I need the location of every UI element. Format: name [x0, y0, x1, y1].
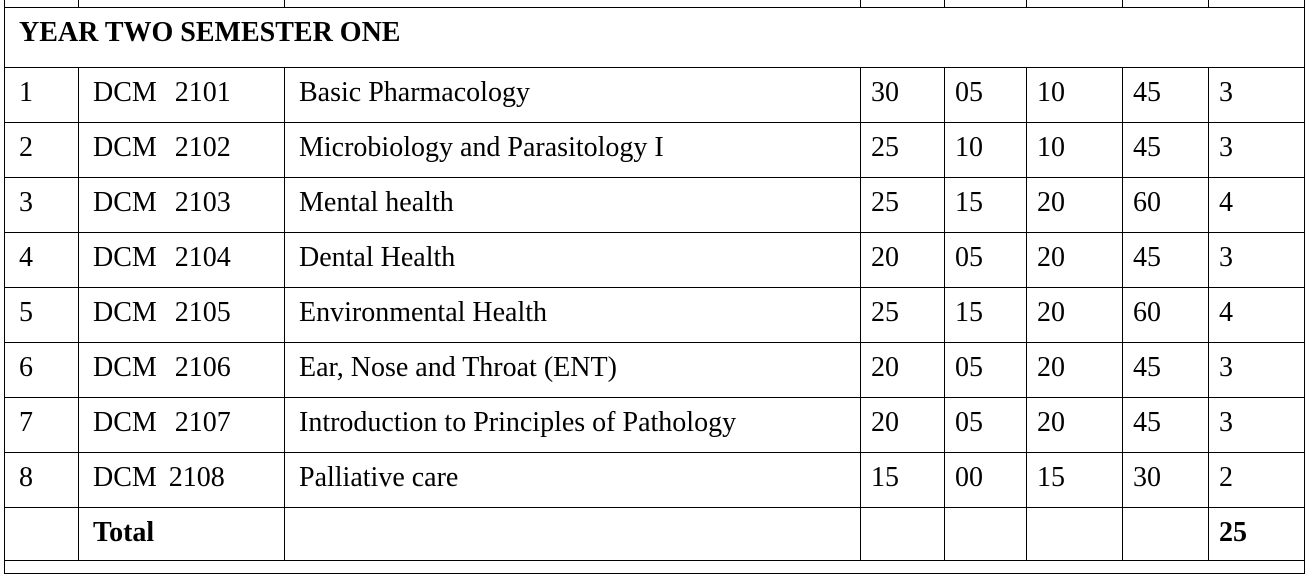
- course-credits: 3: [1209, 68, 1305, 123]
- course-value-3: 15: [1027, 453, 1123, 508]
- course-value-3: 20: [1027, 398, 1123, 453]
- course-row: [5, 398, 1305, 453]
- course-title: Mental health: [285, 178, 861, 233]
- course-credits: 2: [1209, 453, 1305, 508]
- curriculum-table: [4, 0, 1305, 574]
- total-row: [5, 508, 1305, 561]
- course-value-1: 15: [861, 453, 945, 508]
- course-number: 4: [5, 233, 79, 288]
- course-credits: 3: [1209, 123, 1305, 178]
- course-code: [79, 123, 285, 178]
- course-code-number: 2105: [174, 297, 231, 328]
- course-title: Dental Health: [285, 233, 861, 288]
- course-code-prefix: DCM: [93, 77, 157, 108]
- course-row: [5, 68, 1305, 123]
- course-value-4: 60: [1123, 288, 1209, 343]
- course-value-1: 25: [861, 178, 945, 233]
- course-rows: [5, 68, 1305, 508]
- course-value-2: 10: [945, 123, 1027, 178]
- course-number: 5: [5, 288, 79, 343]
- course-row: [5, 288, 1305, 343]
- course-code-prefix: DCM: [93, 407, 157, 438]
- course-value-4: 60: [1123, 178, 1209, 233]
- course-row: [5, 233, 1305, 288]
- course-credits: 4: [1209, 288, 1305, 343]
- course-row: [5, 178, 1305, 233]
- course-number: 1: [5, 68, 79, 123]
- course-code: [79, 68, 285, 123]
- previous-section-tail-row: [5, 0, 1305, 8]
- course-value-4: 30: [1123, 453, 1209, 508]
- course-value-3: 20: [1027, 178, 1123, 233]
- course-value-3: 20: [1027, 233, 1123, 288]
- course-value-4: 45: [1123, 343, 1209, 398]
- course-value-1: 20: [861, 233, 945, 288]
- course-title: Environmental Health: [285, 288, 861, 343]
- total-blank-cell: [5, 508, 79, 561]
- total-blank-cell: [285, 508, 861, 561]
- course-code-number: 2101: [174, 77, 231, 108]
- course-value-4: 45: [1123, 123, 1209, 178]
- course-value-1: 20: [861, 398, 945, 453]
- course-value-4: 45: [1123, 398, 1209, 453]
- course-number: 2: [5, 123, 79, 178]
- course-value-1: 25: [861, 288, 945, 343]
- next-section-head-row: [5, 561, 1305, 574]
- course-number: 3: [5, 178, 79, 233]
- total-blank-cell: [861, 508, 945, 561]
- course-code-number: 2104: [174, 242, 231, 273]
- course-row: [5, 123, 1305, 178]
- course-code-prefix: DCM: [93, 352, 157, 383]
- course-value-2: 00: [945, 453, 1027, 508]
- course-value-3: 20: [1027, 288, 1123, 343]
- course-code-number: 2106: [174, 352, 231, 383]
- course-number: 7: [5, 398, 79, 453]
- course-code-prefix: DCM: [93, 297, 157, 328]
- section-title: YEAR TWO SEMESTER ONE: [5, 8, 1305, 68]
- total-credits: 25: [1209, 508, 1305, 561]
- course-number: 8: [5, 453, 79, 508]
- course-title: Ear, Nose and Throat (ENT): [285, 343, 861, 398]
- total-blank-cell: [1123, 508, 1209, 561]
- course-title: Introduction to Principles of Pathology: [285, 398, 861, 453]
- course-title: Basic Pharmacology: [285, 68, 861, 123]
- total-blank-cell: [945, 508, 1027, 561]
- course-code-prefix: DCM: [93, 187, 157, 218]
- course-code-prefix: DCM: [93, 462, 157, 493]
- course-value-3: 20: [1027, 343, 1123, 398]
- course-code-prefix: DCM: [93, 132, 157, 163]
- course-value-3: 10: [1027, 68, 1123, 123]
- course-code-prefix: DCM: [93, 242, 157, 273]
- course-code: [79, 178, 285, 233]
- course-code: [79, 398, 285, 453]
- course-number: 6: [5, 343, 79, 398]
- course-code-number: 2102: [174, 132, 231, 163]
- total-blank-cell: [1027, 508, 1123, 561]
- course-code: [79, 343, 285, 398]
- course-value-1: 20: [861, 343, 945, 398]
- course-value-4: 45: [1123, 68, 1209, 123]
- course-code: [79, 453, 285, 508]
- total-label: Total: [79, 508, 285, 561]
- course-value-2: 05: [945, 233, 1027, 288]
- course-credits: 3: [1209, 398, 1305, 453]
- course-value-2: 05: [945, 343, 1027, 398]
- course-code-number: 2108: [168, 462, 225, 493]
- course-value-2: 15: [945, 288, 1027, 343]
- course-value-3: 10: [1027, 123, 1123, 178]
- course-title: Microbiology and Parasitology I: [285, 123, 861, 178]
- course-row: [5, 453, 1305, 508]
- course-value-4: 45: [1123, 233, 1209, 288]
- course-value-1: 30: [861, 68, 945, 123]
- course-value-2: 05: [945, 398, 1027, 453]
- course-value-2: 15: [945, 178, 1027, 233]
- course-code-number: 2107: [174, 407, 231, 438]
- course-title: Palliative care: [285, 453, 861, 508]
- course-value-2: 05: [945, 68, 1027, 123]
- course-code-number: 2103: [174, 187, 231, 218]
- course-credits: 4: [1209, 178, 1305, 233]
- course-value-1: 25: [861, 123, 945, 178]
- course-code: [79, 288, 285, 343]
- section-header-row: [5, 8, 1305, 68]
- course-credits: 3: [1209, 343, 1305, 398]
- course-credits: 3: [1209, 233, 1305, 288]
- course-code: [79, 233, 285, 288]
- course-row: [5, 343, 1305, 398]
